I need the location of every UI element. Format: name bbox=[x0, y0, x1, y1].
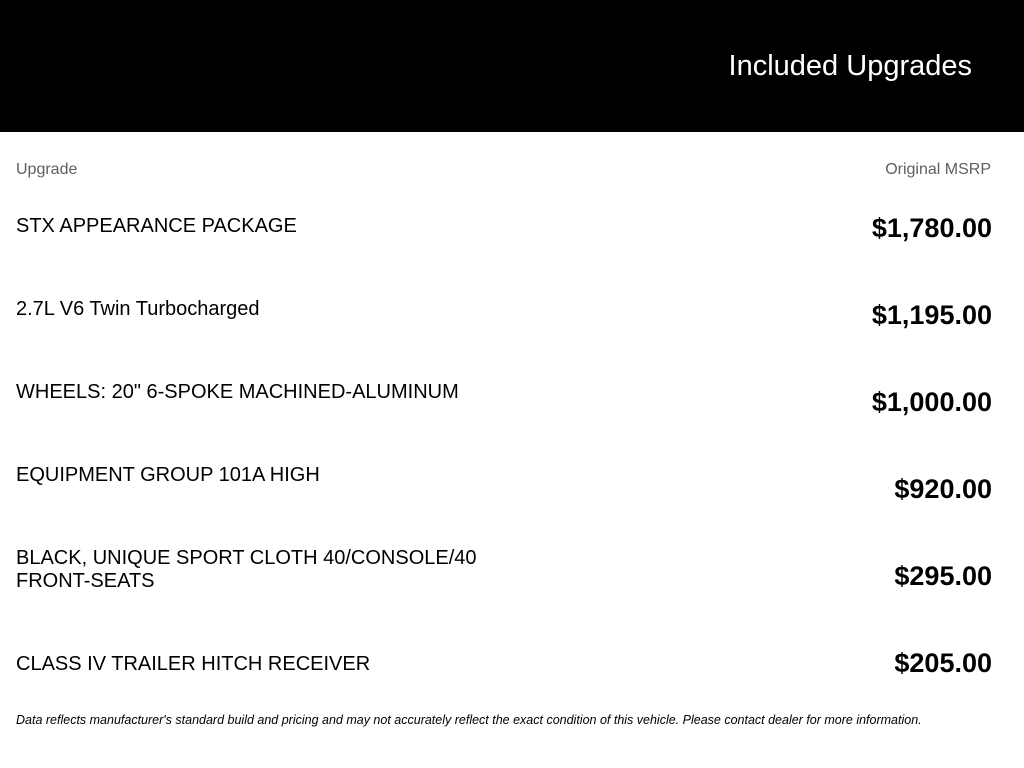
page-title: Included Upgrades bbox=[728, 50, 972, 82]
upgrade-name: 2.7L V6 Twin Turbocharged bbox=[16, 298, 260, 320]
upgrade-name: BLACK, UNIQUE SPORT CLOTH 40/CONSOLE/40 FRONT-SEATS bbox=[16, 547, 477, 592]
table-row bbox=[16, 464, 992, 504]
upgrade-price: $205.00 bbox=[894, 648, 992, 678]
table-row bbox=[16, 298, 992, 338]
upgrade-name: CLASS IV TRAILER HITCH RECEIVER bbox=[16, 653, 371, 675]
upgrade-price: $295.00 bbox=[894, 561, 992, 591]
upgrade-name: WHEELS: 20" 6-SPOKE MACHINED-ALUMINUM bbox=[16, 381, 459, 403]
upgrade-price: $1,000.00 bbox=[871, 387, 992, 417]
table-row bbox=[16, 547, 992, 597]
upgrade-price: $1,195.00 bbox=[871, 300, 992, 330]
column-header-upgrade: Upgrade bbox=[16, 161, 78, 178]
table-row bbox=[16, 648, 992, 693]
upgrade-name: EQUIPMENT GROUP 101A HIGH bbox=[16, 464, 320, 486]
header-bar bbox=[0, 0, 1024, 132]
upgrade-name: STX APPEARANCE PACKAGE bbox=[16, 215, 297, 237]
upgrade-price: $920.00 bbox=[894, 474, 992, 504]
column-header-msrp: Original MSRP bbox=[885, 161, 991, 178]
table-row bbox=[16, 215, 992, 255]
table-row bbox=[16, 381, 992, 421]
disclaimer-text: Data reflects manufacturer's standard build and pricing and may not accurately reflect the exact condition of this vehicle. Please contact dealer for more information. bbox=[16, 713, 922, 727]
upgrade-price: $1,780.00 bbox=[871, 213, 992, 243]
